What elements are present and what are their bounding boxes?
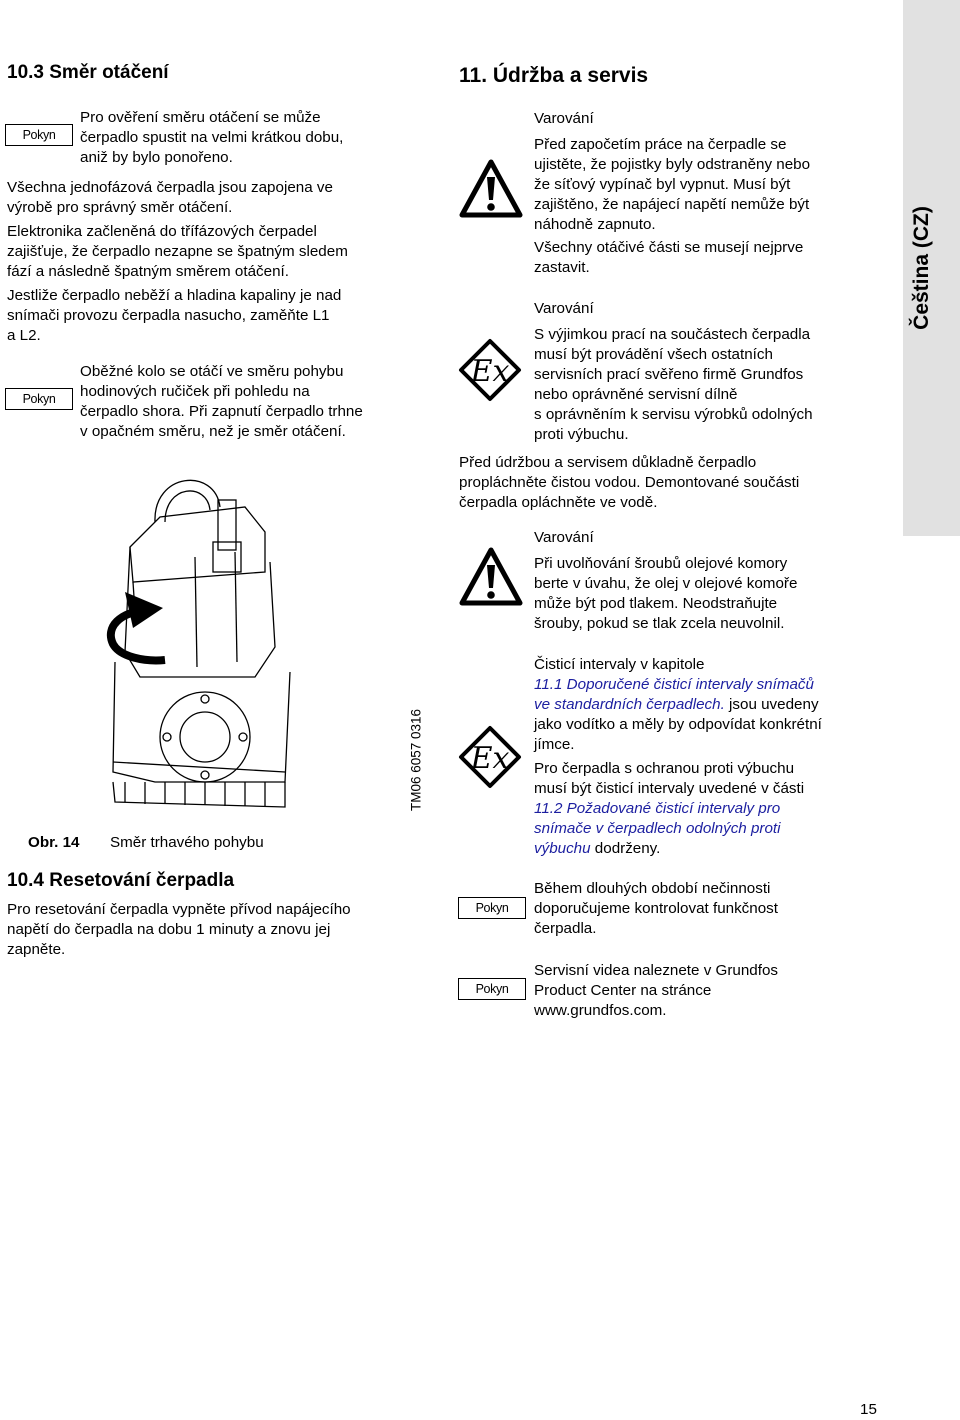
text-line: doporučujeme kontrolovat funkčnost [534, 900, 778, 917]
text-line: v opačném směru, než je směr otáčení. [80, 423, 346, 440]
text-line: napětí do čerpadla na dobu 1 minuty a znovu jej [7, 921, 331, 938]
text-fragment: jsou uvedeny [724, 696, 819, 713]
text-line: s oprávněním k servisu výrobků odolných [534, 406, 813, 423]
note-badge: Pokyn [458, 978, 526, 1000]
text-line: snímači provozu čerpadla nasucho, zaměňte L1 [7, 307, 330, 324]
text-line: zastavit. [534, 259, 590, 276]
text-line: Elektronika začleněná do třífázových čerpadel [7, 223, 317, 240]
note-3-text [534, 879, 884, 939]
link-section-11-1-cont[interactable]: ve standardních čerpadlech. [534, 696, 725, 713]
warning-1-text [534, 135, 884, 235]
text-line: musí být provádění všech ostatních [534, 346, 773, 363]
paragraph-single-phase [7, 178, 417, 218]
warning-2-text [534, 325, 884, 445]
text-line: Servisní videa naleznete v Grundfos [534, 962, 778, 979]
page-number: 15 [860, 1401, 877, 1418]
text-line: jímce. [534, 736, 575, 753]
text-line: že síťový vypínač byl vypnut. Musí být [534, 176, 791, 193]
text-line: zajištěno, že napájecí napětí nemůže být [534, 196, 810, 213]
paragraph-reset [7, 900, 427, 960]
note-badge: Pokyn [5, 388, 73, 410]
text-fragment: dodrženy. [590, 840, 661, 857]
link-section-11-1[interactable]: 11.1 Doporučené čisticí intervaly snímačů [534, 676, 814, 693]
note-badge: Pokyn [458, 897, 526, 919]
figure-label: Obr. 14 [28, 834, 80, 851]
paragraph-swap-l1-l2 [7, 286, 427, 346]
ex-explosion-icon [458, 725, 522, 789]
text-line: Pro čerpadla s ochranou proti výbuchu [534, 760, 795, 777]
svg-text:Ex: Ex [470, 741, 510, 776]
figure-caption: Směr trhavého pohybu [110, 834, 264, 851]
text-line: Pro ověření směru otáčení se může [80, 109, 321, 126]
text-line: berte v úvahu, že olej v olejové komoře [534, 575, 798, 592]
text-line: Před započetím práce na čerpadle se [534, 136, 787, 153]
section-11-heading: 11. Údržba a servis [459, 64, 649, 87]
text-line: Při uvolňování šroubů olejové komory [534, 555, 788, 572]
pump-rotation-illustration [85, 462, 315, 822]
rotation-arrow-icon [111, 592, 165, 660]
note-4-text [534, 961, 884, 1021]
text-line: hodinových ručiček při pohledu na [80, 383, 310, 400]
text-line: musí být čisticí intervaly uvedené v části [534, 780, 805, 797]
warning-1-text-2 [534, 238, 884, 278]
warning-2-title: Varování [534, 300, 594, 317]
text-line: propláchněte čistou vodou. Demontované součásti [459, 474, 800, 491]
paragraph-three-phase [7, 222, 427, 282]
note-1-text [80, 108, 410, 168]
warning-triangle-icon [458, 545, 524, 609]
text-line: Jestliže čerpadlo neběží a hladina kapaliny je nad [7, 287, 342, 304]
ex-explosion-icon [458, 338, 522, 402]
text-line: zapněte. [7, 941, 66, 958]
text-line: Product Center na stránce [534, 982, 712, 999]
text-line: Před údržbou a servisem důkladně čerpadlo [459, 454, 757, 471]
section-10-3-heading: 10.3 Směr otáčení [7, 62, 169, 83]
text-line: www.grundfos.com. [534, 1002, 667, 1019]
text-line: servisních prací svěřeno firmě Grundfos [534, 366, 804, 383]
note-badge: Pokyn [5, 124, 73, 146]
text-line: Čisticí intervaly v kapitole [534, 656, 705, 673]
text-line: čerpadla opláchněte ve vodě. [459, 494, 658, 511]
text-line: nebo oprávněné servisní dílně [534, 386, 738, 403]
text-line: ujistěte, že pojistky byly odstraněny nebo [534, 156, 811, 173]
text-line: zajišťuje, že čerpadlo nezapne se špatným sledem [7, 243, 348, 260]
text-line: fází a následně špatným směrem otáčení. [7, 263, 289, 280]
text-line: Pro resetování čerpadla vypněte přívod napájecího [7, 901, 351, 918]
text-line: a L2. [7, 327, 41, 344]
text-line: může být pod tlakem. Neodstraňujte [534, 595, 778, 612]
warning-3-title: Varování [534, 529, 594, 546]
text-line: čerpadla. [534, 920, 597, 937]
text-line: Všechna jednofázová čerpadla jsou zapojena ve [7, 179, 333, 196]
text-line: S výjimkou prací na součástech čerpadla [534, 326, 811, 343]
link-section-11-2[interactable]: 11.2 Požadované čisticí intervaly pro [534, 800, 781, 817]
svg-text:Ex: Ex [470, 354, 510, 389]
text-line: náhodně zapnuto. [534, 216, 656, 233]
warning-1-title: Varování [534, 110, 594, 127]
text-line: čerpadlo shora. Při zapnutí čerpadlo trhne [80, 403, 363, 420]
paragraph-rinse [459, 453, 879, 513]
figure-code: TM06 6057 0316 [408, 708, 424, 812]
text-line: výrobě pro správný směr otáčení. [7, 199, 233, 216]
cleaning-interval-note [534, 655, 889, 859]
text-line: jako vodítko a měly by odpovídat konkrétní [534, 716, 822, 733]
text-line: proti výbuchu. [534, 426, 629, 443]
note-2-text [80, 362, 420, 442]
text-line: šrouby, pokud se tlak zcela neuvolnil. [534, 615, 785, 632]
warning-3-text [534, 554, 884, 634]
warning-triangle-icon [458, 157, 524, 221]
text-line: Během dlouhých období nečinnosti [534, 880, 771, 897]
text-line: Všechny otáčivé části se musejí nejprve [534, 239, 804, 256]
language-tab-label: Čeština (CZ) [910, 206, 933, 330]
text-line: aniž by bylo ponořeno. [80, 149, 233, 166]
text-line: čerpadlo spustit na velmi krátkou dobu, [80, 129, 344, 146]
text-line: Oběžné kolo se otáčí ve směru pohybu [80, 363, 344, 380]
link-section-11-2-cont[interactable]: snímače v čerpadlech odolných proti [534, 820, 781, 837]
link-section-11-2-end[interactable]: výbuchu [534, 840, 591, 857]
section-10-4-heading: 10.4 Resetování čerpadla [7, 870, 235, 891]
